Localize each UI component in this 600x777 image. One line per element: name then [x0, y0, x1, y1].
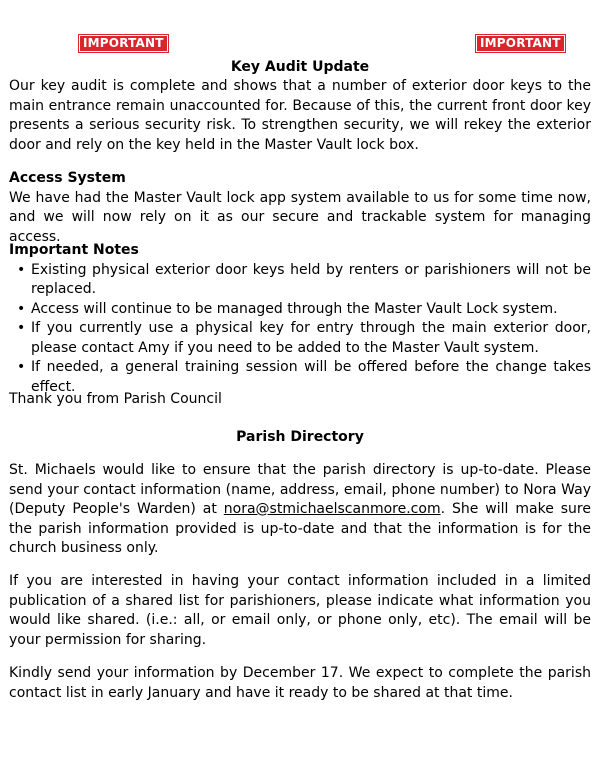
access-system-paragraph: We have had the Master Vault lock app system available to us for some time now, and we will now rely on it as our secure and trackable system for managing access.: [9, 189, 591, 245]
list-item: • If you currently use a physical key for entry through the main exterior door, please contact Amy if you need to be added to the Master Vault system.: [9, 319, 591, 358]
important-notes-section: [9, 241, 591, 397]
important-notes-list: [9, 261, 591, 398]
key-audit-paragraph: Our key audit is complete and shows that a number of exterior door keys to the main entrance remain unaccounted for. Because of this, the current front door key presents a serious security risk. To strengthen security, we will rekey the exterior door and rely on the key held in the Master Vault lock box.: [9, 78, 591, 153]
list-item: • Existing physical exterior door keys held by renters or parishioners will not be replaced.: [9, 261, 591, 300]
list-item: • If needed, a general training session will be offered before the change takes effect.: [9, 358, 591, 397]
key-audit-title: Key Audit Update: [230, 59, 370, 75]
important-notes-heading: Important Notes: [9, 242, 139, 258]
access-system-section: [9, 169, 591, 247]
directory-text-before-email: St. Michaels would like to ensure that the parish directory is up-to-date. Please send your contact information (name, address, email, phone number) to Nora Way (Deputy People's Warden) at: [9, 462, 591, 517]
important-badge-right: IMPORTANT: [475, 34, 566, 53]
access-system-heading: Access System: [9, 170, 126, 186]
parish-directory-paragraph-1: [9, 461, 591, 559]
parish-directory-heading: Parish Directory: [236, 429, 364, 445]
directory-text-after-email: . She will make sure the parish information provided is up-to-date and that the information is for the church business only.: [9, 501, 591, 556]
list-item: • Access will continue to be managed through the Master Vault Lock system.: [9, 300, 591, 320]
parish-directory-paragraph-2: If you are interested in having your contact information included in a limited publication of a shared list for parishioners, please indicate what information you would like shared. (i.e.: all, or email only, or phone only, etc). The email will be your permission for sharing.: [9, 573, 591, 648]
thanks-line: Thank you from Parish Council: [9, 391, 222, 407]
parish-directory-paragraph-3: Kindly send your information by December 17. We expect to complete the parish contact list in early January and have it ready to be shared at that time.: [9, 665, 591, 701]
email-link[interactable]: nora@stmichaelscanmore.com: [223, 501, 441, 517]
important-badge-left: IMPORTANT: [78, 34, 169, 53]
